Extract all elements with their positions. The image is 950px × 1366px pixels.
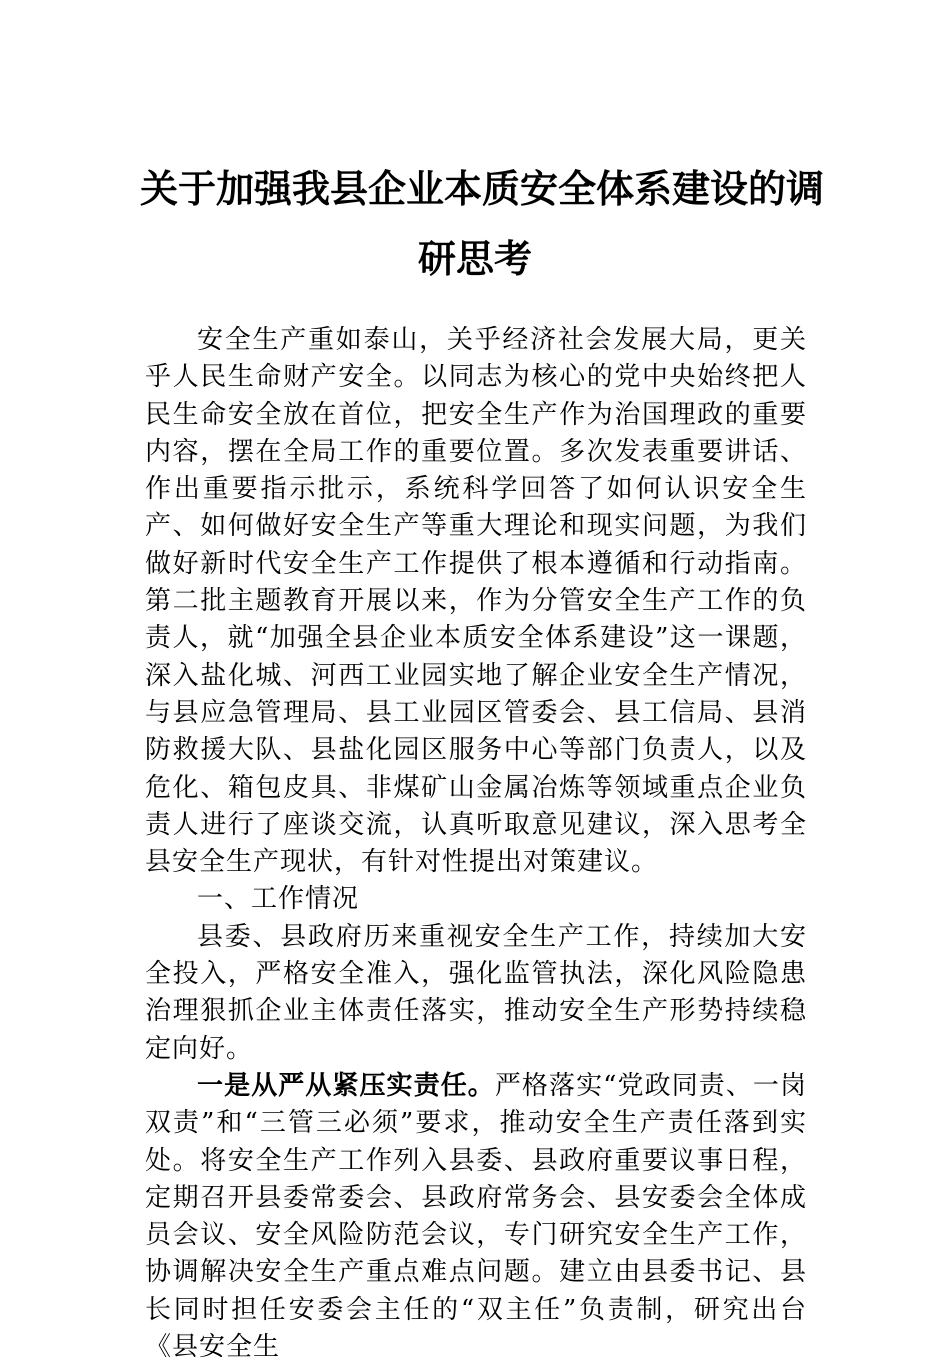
section-paragraph: 县委、县政府历来重视安全生产工作，持续加大安全投入，严格安全准入，强化监管执法，深化风险隐患治理狠抓企业主体责任落实，推动安全生产形势持续稳定向好。 (145, 921, 807, 1064)
intro-paragraph: 安全生产重如泰山，关乎经济社会发展大局，更关乎人民生命财产安全。以同志为核心的党中央始终把人民生命安全放在首位，把安全生产作为治国理政的重要内容，摆在全局工作的重要位置。多次发表重要讲话、作出重要指示批示，系统科学回答了如何认识安全生产、如何做好安全生产等重大理论和现实问题，为我们做好新时代安全生产工作提供了根本遵循和行动指南。第二批主题教育开展以来，作为分管安全生产工作的负责人，就“加强全县企业本质安全体系建设”这一课题，深入盐化城、河西工业园实地了解企业安全生产情况，与县应急管理局、县工业园区管委会、县工信局、县消防救援大队、县盐化园区服务中心等部门负责人，以及危化、箱包皮具、非煤矿山金属冶炼等领域重点企业负责人进行了座谈交流，认真听取意见建议，深入思考全县安全生产现状，有针对性提出对策建议。 (145, 325, 807, 878)
point-lead-text: 一是从严从紧压实责任。 (197, 1070, 495, 1101)
document-title-line-2: 研思考 (417, 236, 532, 281)
point-paragraph (145, 1068, 807, 1366)
document-title-line-1: 关于加强我县企业本质安全体系建设的调 (140, 166, 825, 211)
point-body-text: 严格落实“党政同责、一岗双责”和“三管三必须”要求，推动安全生产责任落到实处。将安全生产工作列入县委、县政府重要议事日程，定期召开县委常委会、县政府常务会、县安委会全体成员会议、安全风险防范会议，专门研究安全生产工作，协调解决安全生产重点难点问题。建立由县委书记、县长同时担任安委会主任的“双主任”负责制，研究出台《县安全生 (145, 1070, 807, 1363)
section-heading-work-status: 一、工作情况 (197, 884, 360, 915)
document-body (145, 322, 807, 1366)
